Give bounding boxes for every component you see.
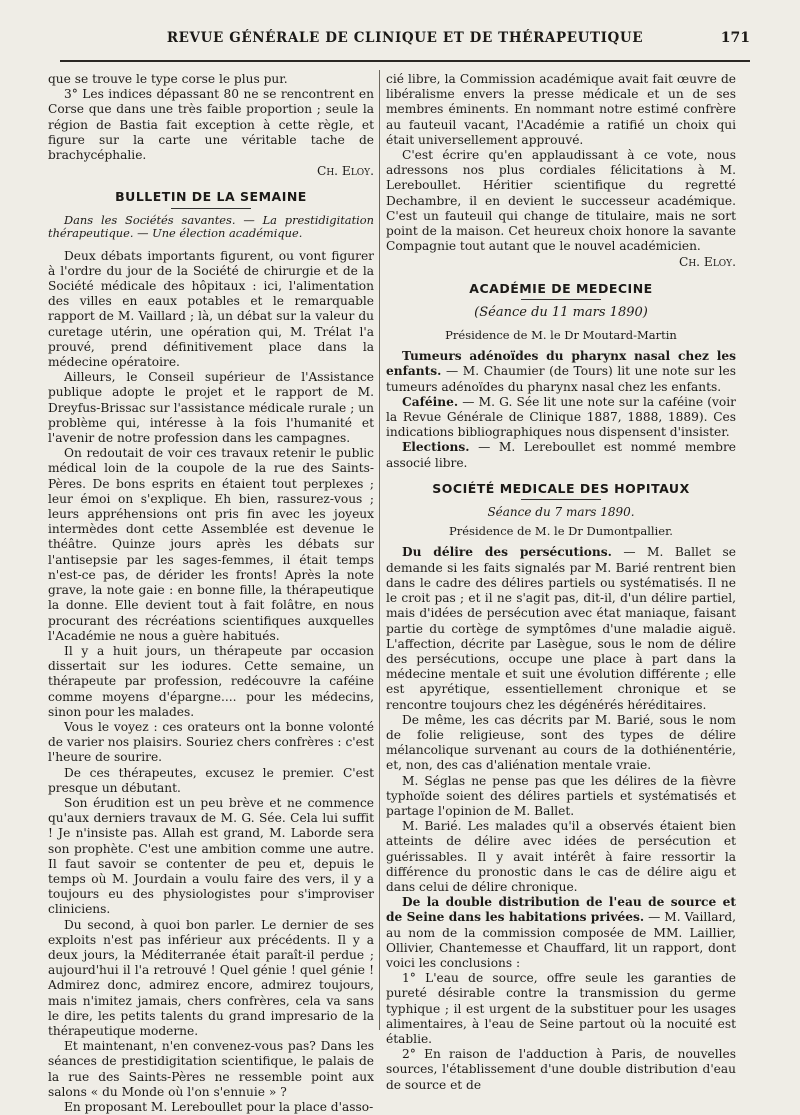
academie-seance: (Séance du 11 mars 1890): [474, 304, 648, 320]
item-text: M. Séglas ne pense pas que les délires de la fièvre typhoïde soient des délires partiels et systématisés et partage l'opinion de M. Ballet.: [386, 773, 736, 818]
bulletin-paragraph: Son érudition est un peu brève et ne commence qu'aux derniers travaux de M. G. Sée. Cela lui suffit ! Je n'insiste pas. Allah est grand, M. Laborde sera son prophète. C'est une ambition comme une autre. Il faut savoir se contenter de peu et, depuis le temps où M. Jourdain a voulu faire des vers, il y a toujours eu des physiologistes pour s'improviser cliniciens.: [48, 795, 374, 917]
bulletin-paragraph: En proposant M. Lereboullet pour la place d'asso-: [64, 1100, 374, 1114]
bulletin-signature: Ch. Eloy.: [679, 255, 736, 270]
academie-presidence: Présidence de M. le Dr Moutard-Martin: [445, 328, 677, 343]
title-rule: [521, 499, 601, 500]
bulletin-paragraph: Vous le voyez : ces orateurs ont la bonne volonté de varier nos plaisirs. Souriez chers confrères : c'est l'heure de sourire.: [48, 719, 374, 765]
bulletin-summary: Dans les Sociétés savantes. — La prestidigitation thérapeutique. — Une élection académique.: [48, 212, 374, 241]
item-text: M. Barié. Les malades qu'il a observés étaient bien atteints de délire avec idées de persécution et guérissables. Il y avait intérêt à faire ressortir la différence du pronostic dans le cas de délire aigu et dans celui de délire chronique.: [386, 819, 736, 894]
item-heading: Elections.: [402, 440, 470, 455]
societe-item: [386, 895, 736, 971]
item-heading: Tumeurs adénoïdes du pharynx nasal chez les enfants.: [386, 349, 736, 379]
page-number: 171: [720, 30, 750, 46]
opening-signature: Ch. Eloy.: [317, 164, 374, 179]
item-text: 1° L'eau de source, offre seule les garanties de pureté désirable contre la transmission du germe typhique ; il est urgent de la substituer pour les usages alimentaires, à l'eau de Seine partout où la nocuité est établie.: [386, 971, 736, 1046]
title-rule: [171, 208, 251, 209]
bulletin-paragraph: Ailleurs, le Conseil supérieur de l'Assistance publique adopte le projet et le rapport de M. Dreyfus-Brissac sur l'assistance médicale rurale ; un problème qui, intéresse à la fois l'humanité et l'avenir de notre profession dans les campagnes.: [48, 370, 374, 446]
societe-item: [386, 971, 736, 1047]
left-column: [48, 72, 374, 1115]
societe-item: [386, 545, 736, 712]
societe-item: [386, 774, 736, 820]
bulletin-continuation: cié libre, la Commission académique avait fait œuvre de libéralisme envers la presse médicale et un de ses membres éminents. En nommant notre estimé confrère au fauteuil vacant, l'Académie a ratifié un choix qui était universellement approuvé.: [386, 72, 736, 147]
academie-title: ACADÉMIE DE MEDECINE: [469, 280, 653, 296]
societe-item: [386, 819, 736, 895]
item-text: — M. G. Sée lit une note sur la caféine (voir la Revue Générale de Clinique 1887, 1888, 1889). Ces indications bibliographiques nous dispensent d'insister.: [386, 394, 736, 440]
title-rule: [521, 299, 601, 300]
item-text: — M. Lereboullet est nommé membre associé libre.: [386, 440, 736, 470]
societe-title: SOCIÉTÉ MEDICALE DES HOPITAUX: [432, 480, 690, 496]
right-column: [386, 72, 736, 1093]
bulletin-paragraph: De ces thérapeutes, excusez le premier. C'est presque un débutant.: [48, 765, 374, 795]
bulletin-paragraph: On redoutait de voir ces travaux retenir le public médical loin de la coupole de la rue des Saints-Pères. De bons esprits en étaient tout perplexes ; leur émoi on s'explique. Eh bien, rassurez-vous ; leurs appréhensions ont pris fin avec les joyeux intermèdes dont cette Assemblée est devenue le théâtre. Quinze jours après les débats sur l'antisepsie par les sages-femmes, il était temps n'est-ce pas, de dérider les fronts! Après la note grave, la note gaie : en bonne fille, la thérapeutique la donne. Elle devient tout à fait folâtre, en nous procurant des récréations scientifiques auxquelles l'Académie ne nous a guère habitués.: [48, 446, 374, 643]
bulletin-title: BULLETIN DE LA SEMAINE: [115, 189, 307, 205]
item-text: 2° En raison de l'adduction à Paris, de nouvelles sources, l'établissement d'une double distribution d'eau de source et de: [386, 1047, 736, 1092]
item-heading: Du délire des persécutions.: [402, 545, 612, 560]
societe-presidence: Présidence de M. le Dr Dumontpallier.: [449, 524, 673, 539]
item-heading: De la double distribution de l'eau de source et de Seine dans les habitations privées.: [386, 895, 736, 925]
running-head: [60, 28, 750, 50]
societe-item: [386, 713, 736, 774]
journal-title: REVUE GÉNÉRALE DE CLINIQUE ET DE THÉRAPEUTIQUE: [166, 30, 644, 46]
column-separator: [379, 70, 380, 1030]
bulletin-paragraph: Et maintenant, n'en convenez-vous pas? Dans les séances de prestidigitation scientifique, le palais de la rue des Saints-Pères ne ressemble point aux salons « du Monde où l'on s'ennuie » ?: [48, 1039, 374, 1099]
academie-item: [386, 349, 736, 395]
societe-seance: Séance du 7 mars 1890.: [487, 505, 635, 520]
header-rule: [60, 60, 750, 62]
bulletin-paragraph: Deux débats importants figurent, ou vont figurer à l'ordre du jour de la Société de chirurgie et de la Société médicale des hôpitaux : ici, l'alimentation des villes en eaux potables et le remarquable rapport de M. Vaillard ; là, un débat sur la valeur du curetage utérin, une opération qui, M. Trélat l'a prouvé, prend définitivement place dans la médecine opératoire.: [48, 248, 374, 370]
bulletin-paragraph: C'est écrire qu'en applaudissant à ce vote, nous adressons nos plus cordiales félicitations à M. Lereboullet. Héritier scientifique du regretté Dechambre, il en devient le successeur académique. C'est un fauteuil qui change de titulaire, mais ne sort point de la maison. Cet heureux choix honore la savante Compagnie tout autant que le nouvel académicien.: [386, 148, 736, 254]
opening-line: que se trouve le type corse le plus pur.: [48, 72, 288, 86]
item-text: — M. Chaumier (de Tours) lit une note sur les tumeurs adénoïdes du pharynx nasal chez les enfants.: [386, 364, 736, 394]
item-heading: Caféine.: [402, 394, 459, 409]
item-text: — M. Vaillard, au nom de la commission composée de MM. Laillier, Ollivier, Chantemesse et Chauffard, lit un rapport, dont voici les conclusions :: [386, 910, 736, 970]
opening-point-3: 3° Les indices dépassant 80 ne se rencontrent en Corse que dans une très faible proportion ; seule la région de Bastia fait exception à cette règle, et figure sur la carte une véritable tache de brachycéphalie.: [48, 87, 374, 163]
item-text: — M. Ballet se demande si les faits signalés par M. Barié rentrent bien dans le cadre des délires partiels ou systématisés. Il ne le croit pas ; et il ne s'agit pas, dit-il, d'un délire partiel, mais d'idées de persécution avec état maniaque, faisant partie du cortège de symptômes d'une maladie aiguë. L'affection, décrite par Lasègue, sous le nom de délire des persécutions, occupe une place à part dans la médecine mentale et suit une évolution différente ; elle est apyrétique, essentiellement chronique et se rencontre toujours chez les dégénérés héréditaires.: [386, 545, 736, 712]
bulletin-paragraph: Du second, à quoi bon parler. Le dernier de ses exploits n'est pas inférieur aux précédents. Il y a deux jours, la Méditerranée était paraît-il perdue ; aujourd'hui il l'a retrouvé ! Quel génie ! quel génie ! Admirez donc, admirez encore, admirez toujours, mais n'imitez jamais, chers confrères, cela va sans le dire, les petits talents du grand impresario de la thérapeutique moderne.: [48, 917, 374, 1038]
academie-item: [386, 440, 736, 470]
societe-item: [386, 1047, 736, 1093]
item-text: De même, les cas décrits par M. Barié, sous le nom de folie religieuse, sont des types de délire mélancolique survenant au cours de la dothiénentérie, et, non, des cas d'aliénation mentale vraie.: [386, 712, 736, 773]
bulletin-paragraph: Il y a huit jours, un thérapeute par occasion dissertait sur les iodures. Cette semaine, un thérapeute par profession, redécouvre la caféine comme moyens d'épargne.... pour les médecins, sinon pour les malades.: [48, 643, 374, 719]
academie-item: [386, 395, 736, 441]
